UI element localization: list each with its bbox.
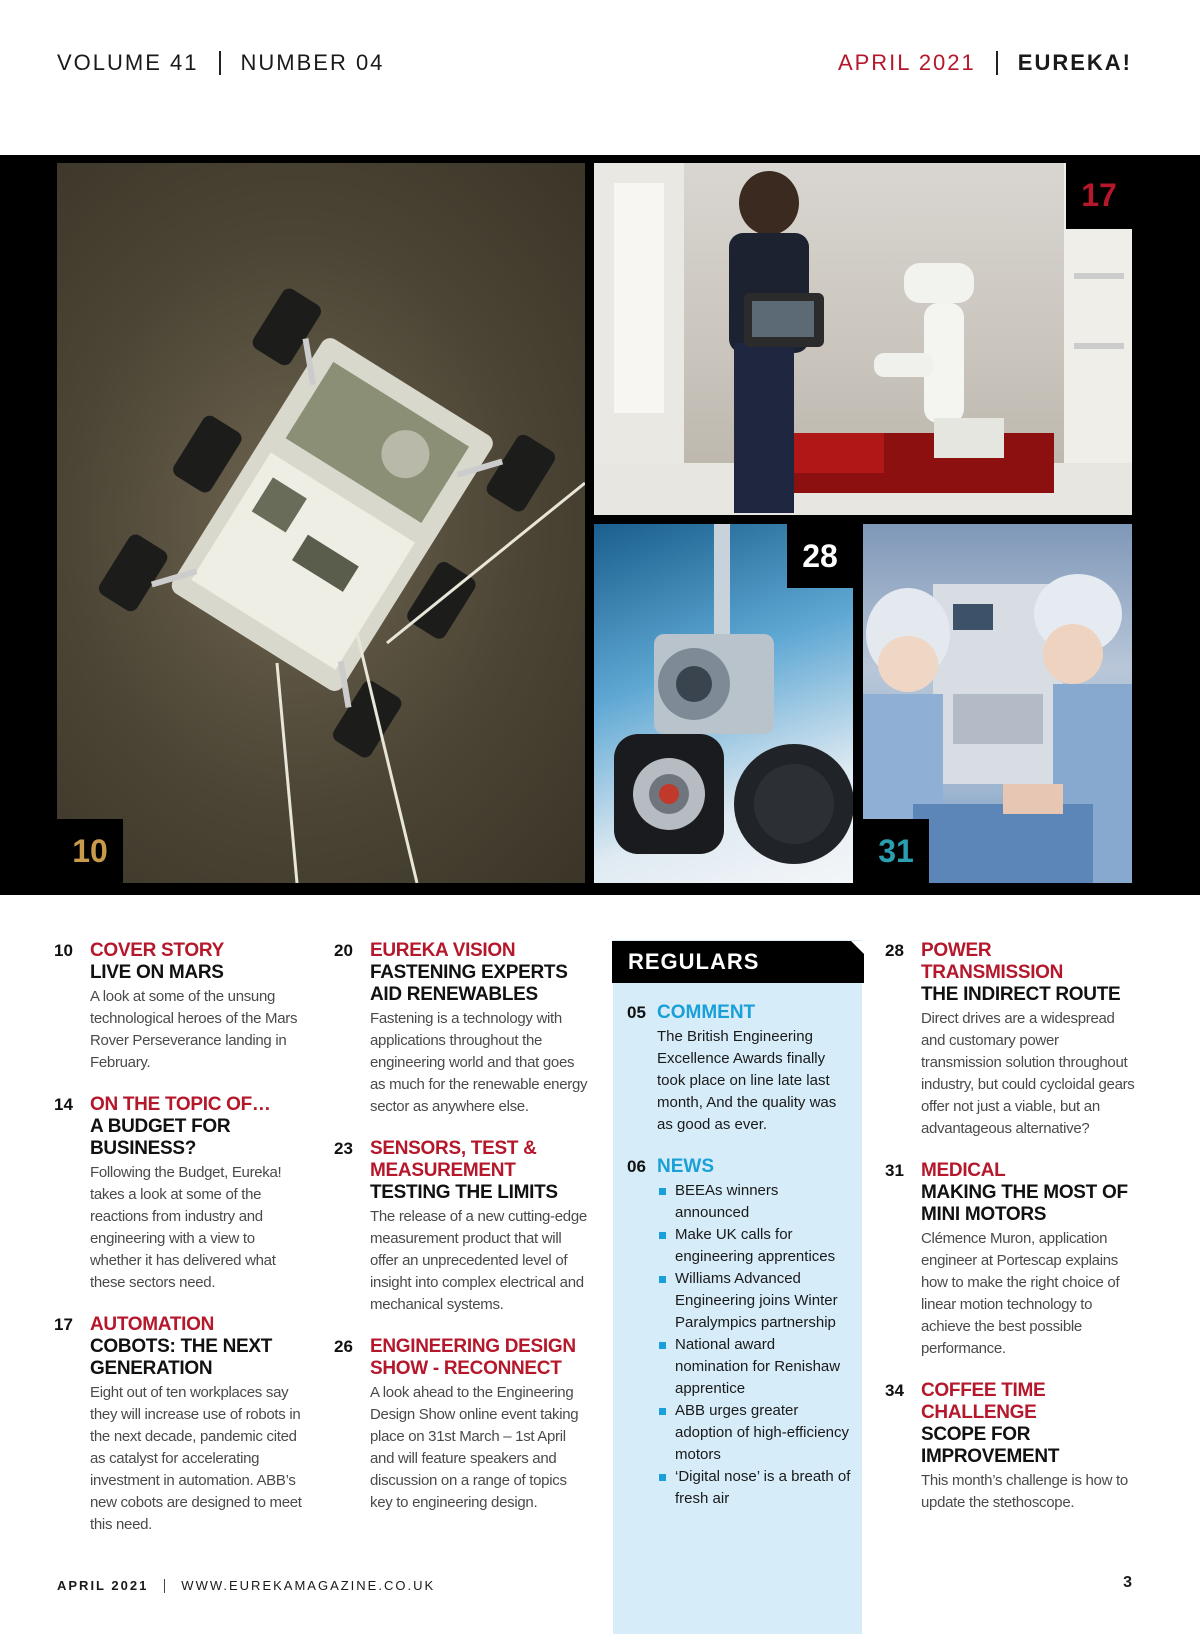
page-badge-power-transmission: 28 xyxy=(787,524,853,588)
masthead xyxy=(838,50,1132,76)
page-number: 26 xyxy=(334,1337,353,1356)
news-item[interactable]: Make UK calls for engineering apprentices xyxy=(657,1224,852,1268)
news-list xyxy=(657,1180,852,1510)
contents-entry[interactable] xyxy=(54,1314,304,1536)
volume-label: VOLUME 41 xyxy=(57,50,199,75)
article-headline: LIVE ON MARS xyxy=(90,962,224,983)
footer-url[interactable]: WWW.EUREKAMAGAZINE.CO.UK xyxy=(181,1578,436,1593)
page-badge-automation: 17 xyxy=(1066,163,1132,229)
cobot-photo[interactable] xyxy=(594,163,1132,515)
number-label: NUMBER 04 xyxy=(240,50,385,75)
news-item[interactable]: Williams Advanced Engineering joins Winter Paralympics partnership xyxy=(657,1268,852,1334)
article-headline: COBOTS: THE NEXT GENERATION xyxy=(90,1336,273,1379)
footer-date: APRIL 2021 xyxy=(57,1578,149,1593)
contents-entry[interactable] xyxy=(885,1380,1137,1514)
article-description: The release of a new cutting-edge measurement product that will offer an unprecedented level of insight into complex electrical and mechanical systems. xyxy=(370,1208,587,1313)
contents-column-2 xyxy=(334,940,589,1534)
article-description: A look ahead to the Engineering Design Show online event taking place on 31st March – 1st April and will feature speakers and discussion on a range of topics key to engineering design. xyxy=(370,1384,579,1511)
contents-entry[interactable] xyxy=(885,1160,1137,1360)
section-kicker: EUREKA VISION xyxy=(370,940,516,961)
mars-rover-photo[interactable] xyxy=(57,163,585,883)
regulars-heading: REGULARS xyxy=(612,941,864,983)
header-divider xyxy=(219,51,221,75)
section-kicker: ENGINEERING DESIGN SHOW - RECONNECT xyxy=(370,1336,576,1379)
regulars-entry-comment[interactable] xyxy=(627,1002,852,1136)
page-number: 14 xyxy=(54,1095,73,1114)
contents-entry[interactable] xyxy=(334,940,589,1118)
contents-entry[interactable] xyxy=(54,1094,304,1294)
section-kicker: COVER STORY xyxy=(90,940,224,961)
contents-column-4 xyxy=(885,940,1137,1534)
section-kicker: NEWS xyxy=(657,1156,714,1177)
regulars-column xyxy=(627,1002,852,1530)
section-kicker: ON THE TOPIC OF… xyxy=(90,1094,271,1115)
contents-column-1 xyxy=(54,940,304,1556)
issue-info xyxy=(57,50,384,76)
regulars-entry-news[interactable] xyxy=(627,1156,852,1510)
section-kicker: AUTOMATION xyxy=(90,1314,215,1335)
article-description: This month’s challenge is how to update the stethoscope. xyxy=(921,1472,1128,1511)
page-badge-medical: 31 xyxy=(863,819,929,883)
section-kicker: POWER TRANSMISSION xyxy=(921,940,1064,983)
magazine-brand: EUREKA! xyxy=(1017,50,1132,75)
article-description: Fastening is a technology with applications throughout the engineering world and that goes as much for the renewable energy sector as anywhere else. xyxy=(370,1010,588,1115)
news-item[interactable]: BEEAs winners announced xyxy=(657,1180,852,1224)
news-item[interactable]: National award nomination for Renishaw apprentice xyxy=(657,1334,852,1400)
contents-entry[interactable] xyxy=(334,1336,589,1514)
page-number: 31 xyxy=(885,1161,904,1180)
article-headline: MAKING THE MOST OF MINI MOTORS xyxy=(921,1182,1128,1225)
page-number: 05 xyxy=(627,1003,646,1022)
article-description: Following the Budget, Eureka! takes a look at some of the reactions from industry and engineering with a view to whether it has delivered what these sectors need. xyxy=(90,1164,282,1291)
article-headline: THE INDIRECT ROUTE xyxy=(921,984,1121,1005)
page-badge-cover: 10 xyxy=(57,819,123,883)
page-number-footer: 3 xyxy=(1123,1574,1132,1591)
article-headline: SCOPE FOR IMPROVEMENT xyxy=(921,1424,1060,1467)
issue-date: APRIL 2021 xyxy=(837,50,976,75)
page-number: 17 xyxy=(54,1315,73,1334)
section-kicker: COMMENT xyxy=(657,1002,756,1023)
article-description: Direct drives are a widespread and customary power transmission solution throughout industry, but could cycloidal gears offer not just a viable, but an advantageous alternative? xyxy=(921,1010,1135,1137)
section-kicker: COFFEE TIME CHALLENGE xyxy=(921,1380,1046,1423)
article-description: The British Engineering Excellence Awards finally took place on line late last month, And the quality was as good as ever. xyxy=(657,1028,837,1133)
article-description: Clémence Muron, application engineer at Portescap explains how to make the right choice of linear motion technology to achieve the best possible performance. xyxy=(921,1230,1120,1357)
article-headline: TESTING THE LIMITS xyxy=(370,1182,558,1203)
section-kicker: SENSORS, TEST & MEASUREMENT xyxy=(370,1138,537,1181)
page-number: 10 xyxy=(54,941,73,960)
mars-rover-illustration xyxy=(57,163,585,883)
article-description: A look at some of the unsung technological heroes of the Mars Rover Perseverance landing in February. xyxy=(90,988,298,1071)
page-number: 20 xyxy=(334,941,353,960)
article-headline: FASTENING EXPERTS AID RENEWABLES xyxy=(370,962,568,1005)
contents-entry[interactable] xyxy=(334,1138,589,1316)
news-item[interactable]: ABB urges greater adoption of high-efficiency motors xyxy=(657,1400,852,1466)
page-footer xyxy=(57,1578,435,1593)
page-number: 28 xyxy=(885,941,904,960)
page-number: 23 xyxy=(334,1139,353,1158)
section-kicker: MEDICAL xyxy=(921,1160,1006,1181)
contents-entry[interactable] xyxy=(885,940,1137,1140)
header-divider xyxy=(996,51,998,75)
footer-divider xyxy=(164,1579,165,1593)
contents-entry[interactable] xyxy=(54,940,304,1074)
cobot-illustration xyxy=(594,163,1132,515)
page-number: 06 xyxy=(627,1157,646,1176)
news-item[interactable]: ‘Digital nose’ is a breath of fresh air xyxy=(657,1466,852,1510)
article-headline: A BUDGET FOR BUSINESS? xyxy=(90,1116,231,1159)
page-number: 34 xyxy=(885,1381,904,1400)
article-description: Eight out of ten workplaces say they will increase use of robots in the next decade, pandemic cited as catalyst for accelerating investment in automation. ABB’s new cobots are designed to meet this need. xyxy=(90,1384,302,1533)
